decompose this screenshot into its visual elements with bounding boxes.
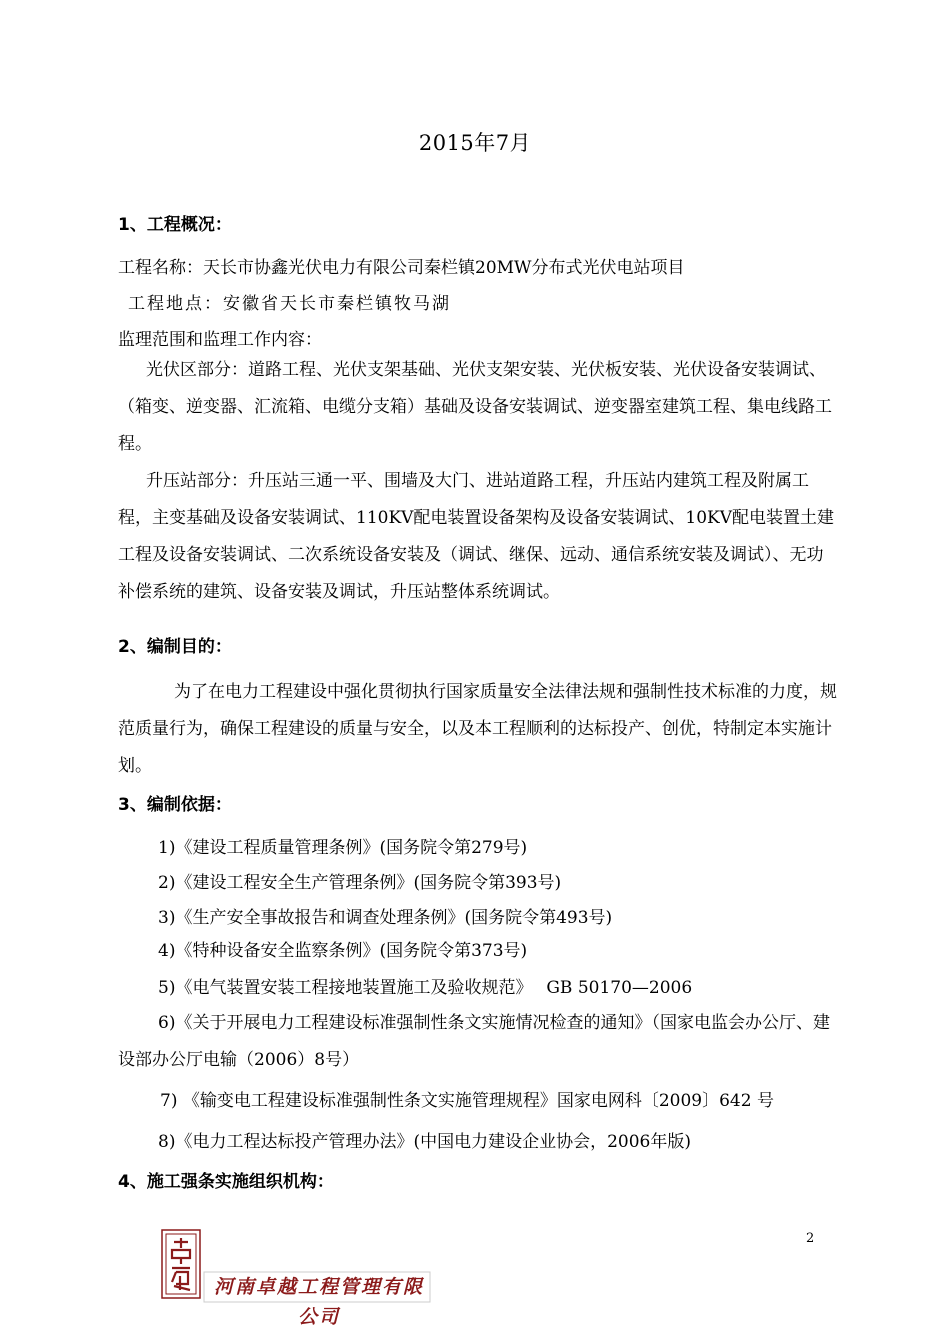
reference-item: 1)《建设工程质量管理条例》(国务院令第279号) [158, 838, 528, 858]
reference-item: 2)《建设工程安全生产管理条例》(国务院令第393号) [158, 873, 562, 893]
project-location: 工程地点：安徽省天长市秦栏镇牧马湖 [128, 294, 451, 314]
reference-item: 7) 《输变电工程建设标准强制性条文实施管理规程》国家电网科〔2009〕642 号 [160, 1091, 774, 1111]
reference-item: 5)《电气装置安装工程接地装置施工及验收规范》 GB 50170—2006 [158, 978, 693, 998]
reference-item: 6)《关于开展电力工程建设标准强制性条文实施情况检查的通知》（国家电监会办公厅、建设部办公厅电输（2006）8号） [118, 1013, 830, 1070]
page-number: 2 [806, 1231, 815, 1246]
section-4-heading: 4、施工强条实施组织机构： [118, 1172, 334, 1192]
section-1-heading: 1、工程概况： [118, 215, 232, 235]
reference-item: 8)《电力工程达标投产管理办法》(中国电力建设企业协会，2006年版) [158, 1132, 691, 1152]
company-logo [160, 1228, 450, 1328]
pv-area-paragraph: 光伏区部分：道路工程、光伏支架基础、光伏支架安装、光伏板安装、光伏设备安装调试、（箱变、逆变器、汇流箱、电缆分支箱）基础及设备安装调试、逆变器室建筑工程、集电线路工程。 [118, 360, 832, 454]
section-2-heading: 2、编制目的： [118, 637, 232, 657]
reference-item: 3)《生产安全事故报告和调查处理条例》(国务院令第493号) [158, 908, 613, 928]
substation-paragraph: 升压站部分：升压站三通一平、围墙及大门、进站道路工程，升压站内建筑工程及附属工程，主变基础及设备安装调试、110KV配电装置设备架构及设备安装调试、10KV配电装置土建工程及设备安装调试、二次系统设备安装及（调试、继保、远动、通信系统安装及调试）、无功补偿系统的建筑、设备安装及调试，升压站整体系统调试。 [118, 471, 835, 602]
section-3-heading: 3、编制依据： [118, 795, 232, 815]
document-date: 2015年7月 [418, 131, 532, 155]
reference-item: 4)《特种设备安全监察条例》(国务院令第373号) [158, 941, 528, 961]
purpose-paragraph: 为了在电力工程建设中强化贯彻执行国家质量安全法律法规和强制性技术标准的力度，规范质量行为，确保工程建设的质量与安全，以及本工程顺利的达标投产、创优，特制定本实施计划。 [118, 682, 837, 776]
scope-label: 监理范围和监理工作内容： [118, 330, 322, 350]
company-name: 河南卓越工程管理有限公司 [213, 1276, 424, 1328]
project-name: 工程名称：天长市协鑫光伏电力有限公司秦栏镇20MW分布式光伏电站项目 [118, 258, 685, 278]
